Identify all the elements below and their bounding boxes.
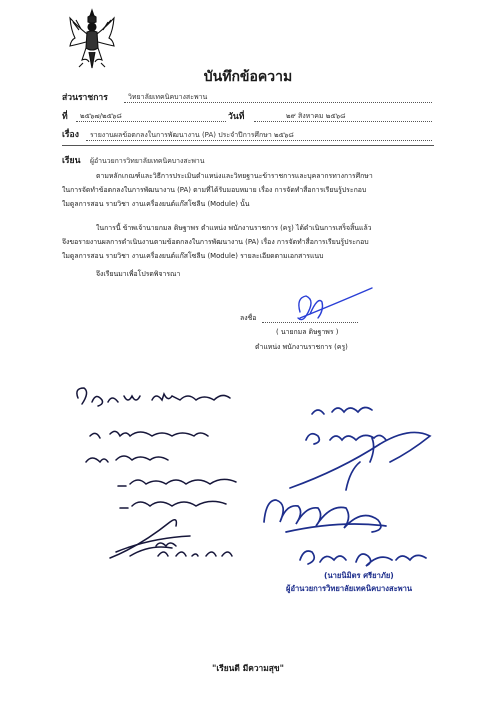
- handwritten-annotations: [0, 280, 496, 610]
- para1-line3: ใมดูลการสอน รายวิชา งานเครื่องยนต์แก๊สโซลีน (Module) นั้น: [62, 200, 250, 208]
- number-value: ๒๕๖๗/๒๕๖๘: [80, 112, 122, 120]
- agency-value: วิทยาลัยเทคนิคบางสะพาน: [128, 93, 208, 101]
- header-divider: [62, 145, 434, 146]
- agency-label: ส่วนราชการ: [62, 93, 108, 103]
- executive-name: (นายนิมิตร ศรียาภัย): [324, 571, 394, 580]
- para1-line1: ตามหลักเกณฑ์และวิธีการประเมินตำแหน่งและวิทยฐานะข้าราชการและบุคลากรทางการศึกษา: [96, 172, 373, 180]
- agency-dotted-line: [124, 102, 432, 103]
- number-label: ที่: [62, 112, 68, 122]
- to-value: ผู้อำนวยการวิทยาลัยเทคนิคบางสะพาน: [90, 157, 205, 165]
- signer-name: ( นายกมล ดิษฐาพร ): [276, 328, 339, 336]
- para2-line3: ใมดูลการสอน รายวิชา งานเครื่องยนต์แก๊สโซลีน (Module) รายละเอียดตามเอกสารแนบ: [62, 252, 324, 260]
- date-value: ๒๙ สิงหาคม ๒๕๖๘: [286, 112, 346, 120]
- para2-line2: จึงขอรายงานผลการดำเนินงานตามข้อตกลงในการพัฒนางาน (PA) เรื่อง การจัดทำสื่อการเรียนรู้ประกอบ: [62, 238, 369, 246]
- date-label: วันที่: [228, 112, 245, 122]
- para1-line2: ในการจัดทำข้อตกลงในการพัฒนางาน (PA) ตามที่ได้รับมอบหมาย เรื่อง การจัดทำสื่อการเรียนรู้ประกอบ: [62, 186, 367, 194]
- left-endorsement-handwriting-icon: [77, 388, 236, 558]
- right-endorsement-handwriting-icon: [264, 407, 430, 566]
- garuda-emblem-icon: [67, 8, 117, 72]
- number-dotted-line: [76, 121, 226, 122]
- subject-value: รายงานผลข้อตกลงในการพัฒนางาน (PA) ประจำปีการศึกษา ๒๕๖๘: [90, 131, 294, 139]
- footer-motto: "เรียนดี มีความสุข": [212, 663, 284, 673]
- para2-line1: ในการนี้ ข้าพเจ้านายกมล ดิษฐาพร ตำแหน่ง พนักงานราชการ (ครู) ได้ดำเนินการเสร็จสิ้นแล้ว: [96, 224, 372, 232]
- closing-text: จึงเรียนมาเพื่อโปรดพิจารณา: [96, 270, 181, 278]
- sign-label: ลงชื่อ: [240, 314, 257, 322]
- subject-dotted-line: [86, 140, 432, 141]
- memo-title: บันทึกข้อความ: [203, 69, 293, 85]
- date-dotted-line: [254, 121, 432, 122]
- signer-position: ตำแหน่ง พนักงานราชการ (ครู): [255, 343, 348, 351]
- subject-label: เรื่อง: [62, 130, 79, 140]
- executive-position: ผู้อำนวยการวิทยาลัยเทคนิคบางสะพาน: [286, 584, 413, 593]
- to-label: เรียน: [62, 156, 81, 166]
- teacher-signature-icon: [298, 288, 372, 320]
